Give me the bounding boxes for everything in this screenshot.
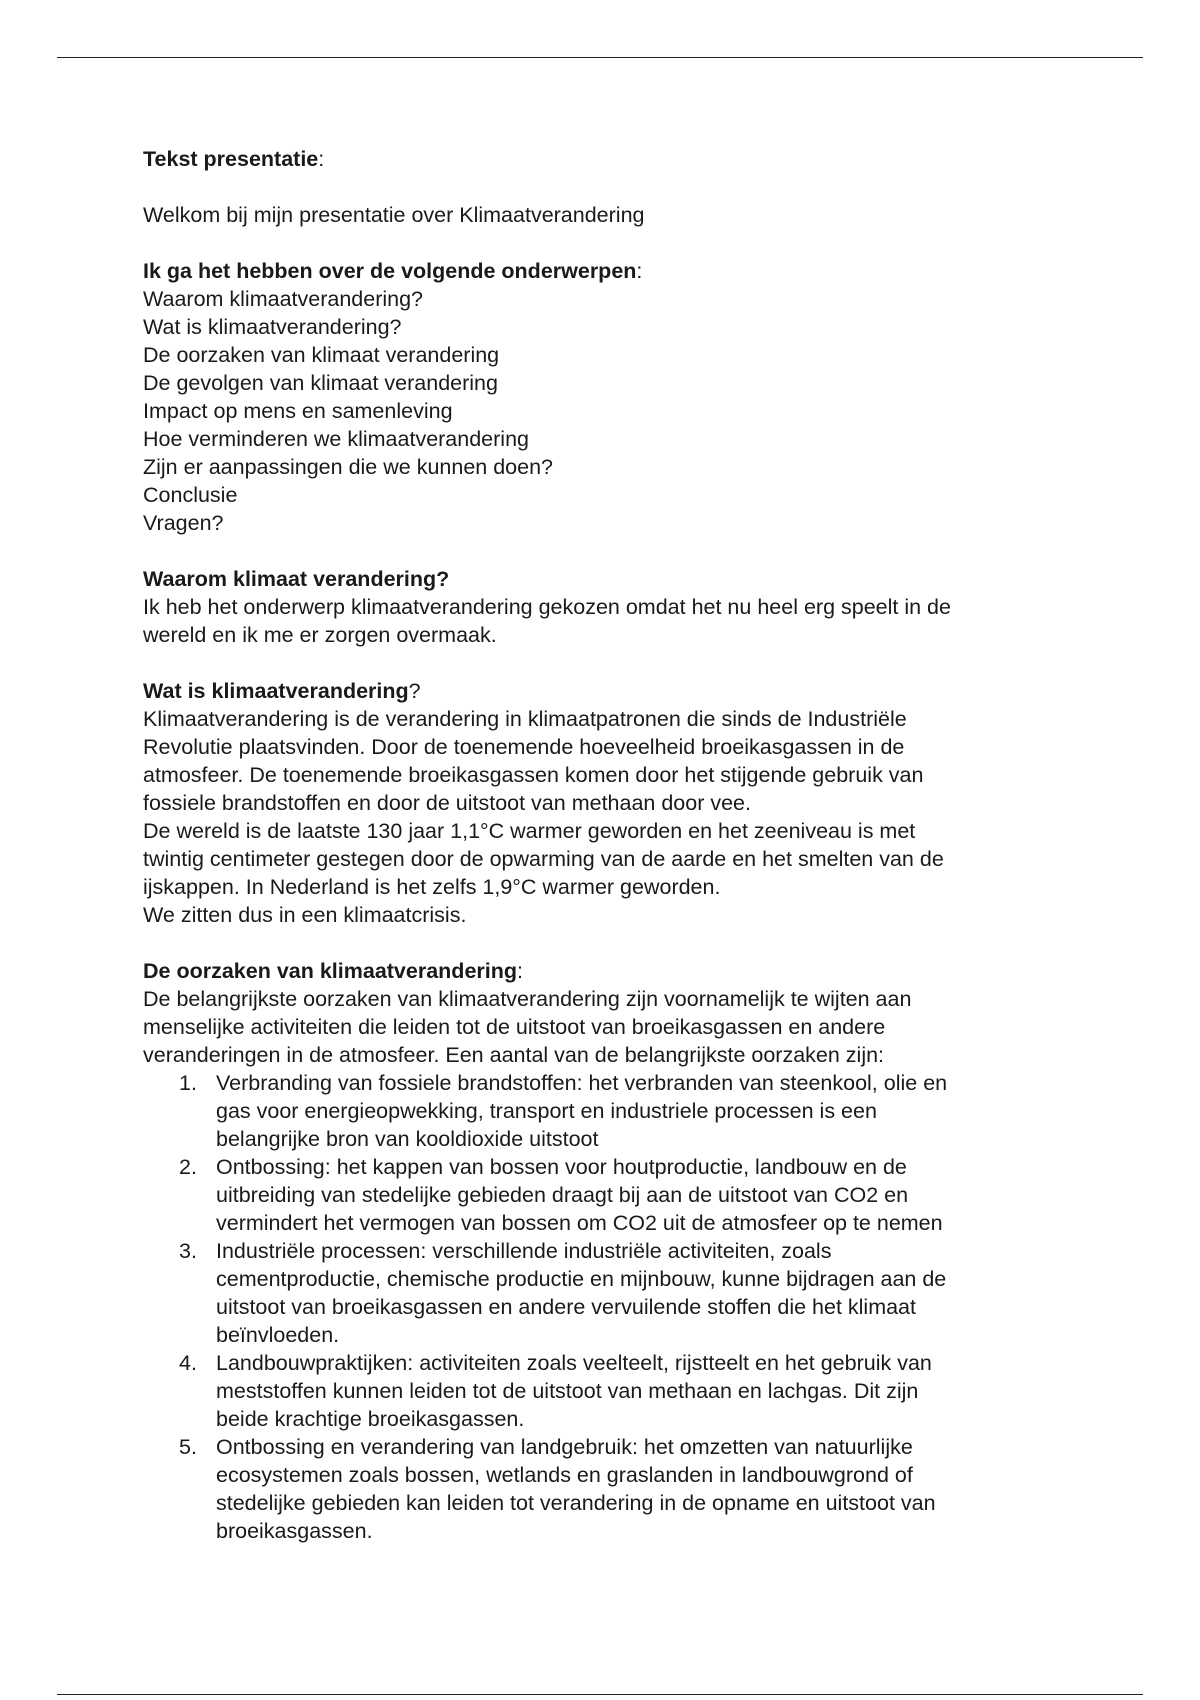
agenda-item: Zijn er aanpassingen die we kunnen doen? [143, 455, 553, 479]
text-line: Industriële processen: verschillende industriële activiteiten, zoals [216, 1239, 832, 1263]
text-line: beïnvloeden. [216, 1323, 340, 1347]
welcome-text: Welkom bij mijn presentatie over Klimaatverandering [143, 203, 645, 227]
text-line: uitbreiding van stedelijke gebieden draagt bij aan de uitstoot van CO2 en [216, 1183, 909, 1207]
text-line: Revolutie plaatsvinden. Door de toenemende hoeveelheid broeikasgassen in de [143, 735, 905, 759]
why-paragraph [143, 593, 1063, 649]
text-line: De wereld is de laatste 130 jaar 1,1°C warmer geworden en het zeeniveau is met [143, 819, 916, 843]
cause-item [143, 1433, 1063, 1545]
text-line: wereld en ik me er zorgen overmaak. [143, 623, 497, 647]
agenda-item: Impact op mens en samenleving [143, 399, 453, 423]
title-suffix: : [318, 147, 325, 171]
causes-heading-suffix: : [517, 959, 523, 983]
text-line: meststoffen kunnen leiden tot de uitstoot van methaan en lachgas. Dit zijn [216, 1379, 919, 1403]
causes-heading-text: De oorzaken van klimaatverandering [143, 959, 518, 983]
agenda-item: De oorzaken van klimaat verandering [143, 343, 500, 367]
text-line: We zitten dus in een klimaatcrisis. [143, 903, 467, 927]
what-paragraph [143, 705, 1063, 929]
causes-heading [143, 957, 1063, 985]
list-number: 1. [179, 1071, 197, 1095]
text-line: beide krachtige broeikasgassen. [216, 1407, 525, 1431]
bottom-divider [57, 1694, 1143, 1695]
text-line: Ontbossing: het kappen van bossen voor houtproductie, landbouw en de [216, 1155, 907, 1179]
document-title [143, 145, 1063, 173]
text-line: cementproductie, chemische productie en mijnbouw, kunne bijdragen aan de [216, 1267, 947, 1291]
text-line: Klimaatverandering is de verandering in klimaatpatronen die sinds de Industriële [143, 707, 907, 731]
text-line: twintig centimeter gestegen door de opwarming van de aarde en het smelten van de [143, 847, 944, 871]
agenda-list [143, 285, 1063, 537]
agenda-item: Hoe verminderen we klimaatverandering [143, 427, 529, 451]
text-line: menselijke activiteiten die leiden tot de uitstoot van broeikasgassen en andere [143, 1015, 886, 1039]
text-line: atmosfeer. De toenemende broeikasgassen komen door het stijgende gebruik van [143, 763, 924, 787]
cause-item [143, 1349, 1063, 1433]
agenda-heading [143, 257, 1063, 285]
text-line: broeikasgassen. [216, 1519, 373, 1543]
causes-list [143, 1069, 1063, 1545]
text-line: ecosystemen zoals bossen, wetlands en graslanden in landbouwgrond of [216, 1463, 913, 1487]
why-heading [143, 565, 1063, 593]
text-line: Landbouwpraktijken: activiteiten zoals veelteelt, rijstteelt en het gebruik van [216, 1351, 932, 1375]
what-heading [143, 677, 1063, 705]
document-body [143, 145, 1063, 1545]
what-heading-text: Wat is klimaatverandering [143, 679, 409, 703]
text-line: vermindert het vermogen van bossen om CO2 uit de atmosfeer op te nemen [216, 1211, 943, 1235]
text-line: Verbranding van fossiele brandstoffen: het verbranden van steenkool, olie en [216, 1071, 948, 1095]
text-line: veranderingen in de atmosfeer. Een aantal van de belangrijkste oorzaken zijn: [143, 1043, 885, 1067]
text-line: uitstoot van broeikasgassen en andere vervuilende stoffen die het klimaat [216, 1295, 916, 1319]
list-number: 5. [179, 1435, 197, 1459]
causes-paragraph [143, 985, 1063, 1069]
agenda-heading-text: Ik ga het hebben over de volgende onderwerpen [143, 259, 637, 283]
why-heading-text: Waarom klimaat verandering? [143, 567, 450, 591]
text-line: fossiele brandstoffen en door de uitstoot van methaan door vee. [143, 791, 751, 815]
agenda-item: Waarom klimaatverandering? [143, 287, 424, 311]
text-line: ijskappen. In Nederland is het zelfs 1,9°C warmer geworden. [143, 875, 721, 899]
cause-item [143, 1237, 1063, 1349]
agenda-heading-suffix: : [636, 259, 643, 283]
what-heading-suffix: ? [408, 679, 421, 703]
agenda-item: Wat is klimaatverandering? [143, 315, 402, 339]
agenda-item: De gevolgen van klimaat verandering [143, 371, 498, 395]
list-number: 2. [179, 1155, 197, 1179]
text-line: belangrijke bron van kooldioxide uitstoot [216, 1127, 599, 1151]
agenda-item: Vragen? [143, 511, 224, 535]
text-line: Ontbossing en verandering van landgebruik: het omzetten van natuurlijke [216, 1435, 913, 1459]
agenda-item: Conclusie [143, 483, 238, 507]
list-number: 4. [179, 1351, 197, 1375]
list-number: 3. [179, 1239, 197, 1263]
cause-item [143, 1069, 1063, 1153]
text-line: gas voor energieopwekking, transport en industriele processen is een [216, 1099, 877, 1123]
cause-item [143, 1153, 1063, 1237]
top-divider [57, 57, 1143, 58]
text-line: Ik heb het onderwerp klimaatverandering gekozen omdat het nu heel erg speelt in de [143, 595, 951, 619]
title-text: Tekst presentatie [143, 147, 319, 171]
text-line: De belangrijkste oorzaken van klimaatverandering zijn voornamelijk te wijten aan [143, 987, 912, 1011]
text-line: stedelijke gebieden kan leiden tot verandering in de opname en uitstoot van [216, 1491, 936, 1515]
